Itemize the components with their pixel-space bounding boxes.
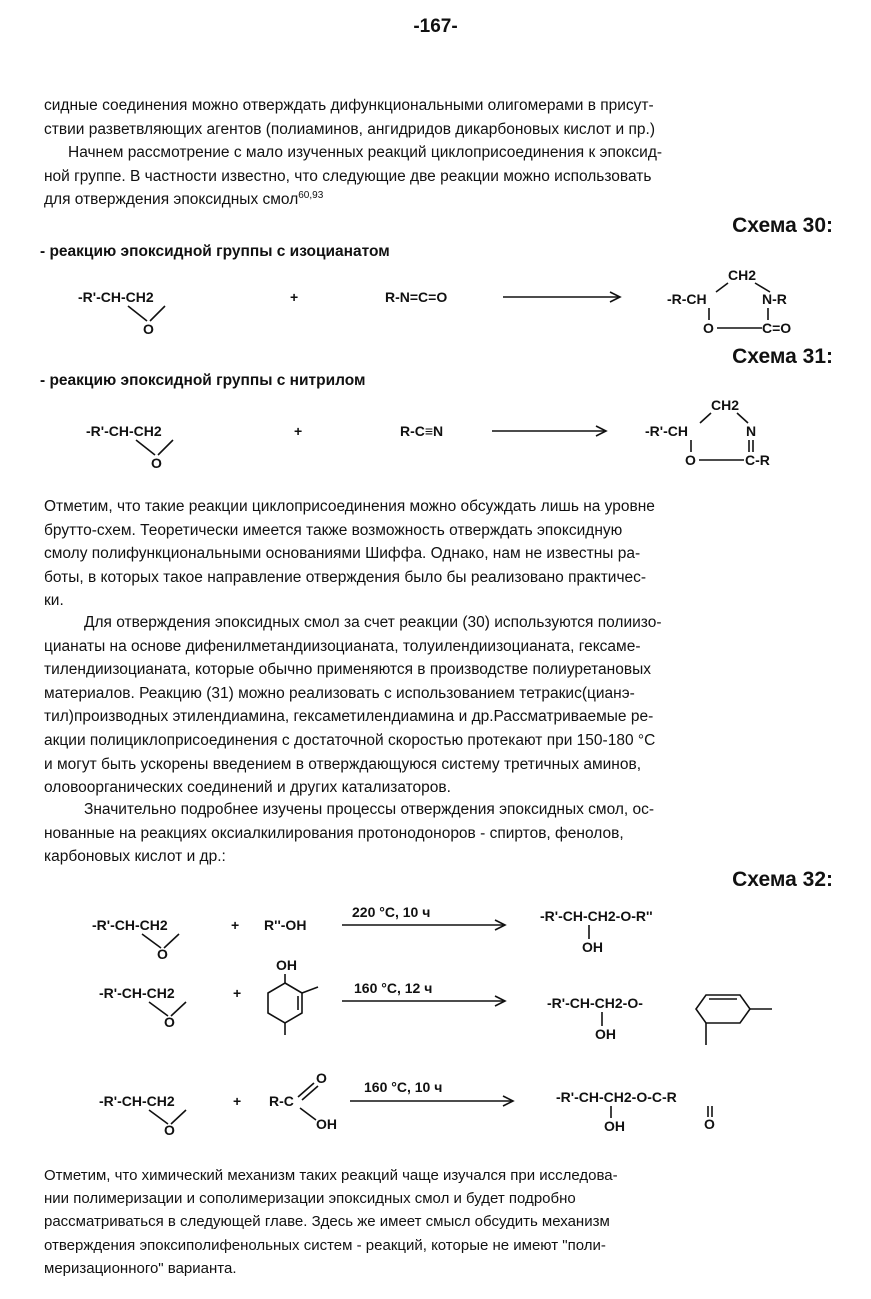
epoxide-oxygen: O [157,946,168,962]
text-line: материалов. Реакцию (31) можно реализовать с использованием тетракис(цианэ- [44,684,635,702]
text-line: тилендиизоцианата, которые обычно применяются в производстве полиуретановых [44,661,651,679]
bond [300,1108,316,1120]
reactant-epoxide: -R'-CH-CH2 [99,985,175,1001]
paragraph-6 [44,1164,834,1280]
text-line: рассматриваться в следующей главе. Здесь же имеет смысл обсудить механизм [44,1213,610,1231]
product-hydroxyl: OH [595,1026,616,1042]
product-phenyl-ether: -R'-CH-CH2-O- [547,995,643,1011]
page-number: -167- [413,16,458,37]
text-line: цианаты на основе дифенилметандиизоцианата, толуилендиизоцианата, гексаме- [44,637,641,655]
bond [302,1086,318,1100]
phenol-hydroxyl: OH [276,957,297,973]
plus-sign: + [233,985,242,1001]
text-line: акции полициклоприсоединения с достаточной скоростью протекают при 150-180 °C [44,731,656,749]
text-line: ствии разветвляющих агентов (полиаминов, ангидридов дикарбоновых кислот и пр.) [44,120,655,138]
text-line: Отметим, что химический механизм таких реакций чаще изучался при исследова- [44,1167,618,1184]
product-hydroxyl: OH [582,939,603,955]
reference-superscript: 60,93 [298,190,324,202]
scheme-30-heading: - реакцию эпоксидной группы с изоцианатом [40,243,390,260]
text-line: ки. [44,592,64,610]
bond [737,413,748,423]
product-ch2: CH2 [728,267,757,283]
text-line: тил)производных этилендиамина, гексаметилендиамина и др.Рассматриваемые ре- [44,708,654,726]
scheme-31-equation [0,390,871,480]
epoxide-oxygen: O [164,1122,175,1138]
text-line: Значительно подробнее изучены процессы отверждения эпоксидных смол, ос- [84,801,655,818]
product-ester: -R'-CH-CH2-O-C-R [556,1089,677,1105]
text-fragment: для отверждения эпоксидных смол [44,191,299,209]
text-line: брутто-схем. Теоретически имеется также возможность отверждать эпоксидную [44,521,623,539]
epoxide-oxygen: O [164,1014,175,1030]
product-carbon: C-R [745,452,770,468]
bond [136,440,155,455]
text-line: ной группе. В частности известно, что следующие две реакции можно использовать [44,167,652,185]
bond [158,440,173,455]
bond [150,306,165,321]
scheme-31-heading: - реакцию эпоксидной группы с нитрилом [40,372,366,389]
text-line: нии полимеризации и сополимеризации эпоксидных смол и будет подробно [44,1190,576,1208]
reactant-epoxide: -R'-CH-CH2 [99,1093,175,1109]
text-line: отверждения эпоксиполифенольных систем - реакций, которые не имеют "поли- [44,1236,606,1254]
paragraph-1 [44,94,834,141]
product-carbonyl-oxygen: O [704,1116,715,1132]
scheme-31-label: Схема 31: [732,345,833,368]
text-line: карбоновых кислот и др.: [44,848,226,866]
text-line: нованные на реакциях оксиалкилирования протонодоноров - спиртов, фенолов, [44,824,624,842]
reactant-epoxide: -R'-CH-CH2 [92,917,168,933]
epoxide-oxygen: O [151,455,162,471]
plus-sign: + [294,423,303,439]
text-line: смолу полифункциональными основаниями Шиффа. Однако, нам не известны ра- [44,545,641,563]
text-line: Для отверждения эпоксидных смол за счет реакции (30) используются полиизо- [84,614,662,631]
acid-carbonyl-oxygen: O [316,1070,327,1086]
text-line: Начнем рассмотрение с мало изученных реакций циклоприсоединения к эпоксид- [68,144,663,161]
bond [716,283,728,292]
paragraph-4 [44,611,834,800]
reactant-epoxide: -R'-CH-CH2 [78,289,154,305]
reactant-alcohol: R''-OH [264,917,307,933]
paragraph-3 [44,495,834,613]
product-left: -R'-CH [645,423,688,439]
reaction-conditions: 160 °C, 10 ч [364,1079,443,1095]
product-hydroxyl: OH [604,1118,625,1134]
acid-hydroxyl: OH [316,1116,337,1132]
reactant-acid: R-C [269,1093,294,1109]
reactant-nitrile: R-C≡N [400,423,444,439]
product-oxygen: O [703,320,714,336]
text-line: меризационного" варианта. [44,1259,237,1277]
scheme-30-equation [0,258,871,348]
product-oxygen: O [685,452,696,468]
plus-sign: + [231,917,240,933]
text-line: боты, в которых такое направление отверждения было бы реализовано практичес- [44,568,647,586]
text-line: и могут быть ускорены введением в отверждающуюся систему третичных аминов, [44,755,642,773]
product-left: -R-CH [667,291,707,307]
paragraph-2 [44,141,834,212]
text-line: Отметим, что такие реакции циклоприсоединения можно обсуждать лишь на уровне [44,498,655,515]
scheme-32-equations [0,895,871,1155]
product-nitrogen: N [746,423,757,439]
scheme-32-label: Схема 32: [732,868,833,891]
paragraph-5 [44,798,834,869]
product-ch2: CH2 [711,397,740,413]
reaction-conditions: 160 °C, 12 ч [354,980,433,996]
scheme-30-label: Схема 30: [732,214,833,237]
product-ether: -R'-CH-CH2-O-R'' [540,908,653,924]
epoxide-oxygen: O [143,321,154,337]
reactant-epoxide: -R'-CH-CH2 [86,423,162,439]
bond [700,413,711,423]
plus-sign: + [233,1093,242,1109]
text-line: оловоорганических соединений и других катализаторов. [44,779,451,797]
product-right: N-R [762,291,787,307]
bond [302,987,318,993]
bond [128,306,147,321]
reaction-conditions: 220 °C, 10 ч [352,904,431,920]
benzene-ring [268,983,302,1023]
product-carbonyl: C=O [762,320,792,336]
text-line: сидные соединения можно отверждать дифункциональными олигомерами в присут- [44,97,654,114]
plus-sign: + [290,289,299,305]
reactant-isocyanate: R-N=C=O [385,289,448,305]
bond [298,1083,314,1097]
text-line [44,188,834,212]
